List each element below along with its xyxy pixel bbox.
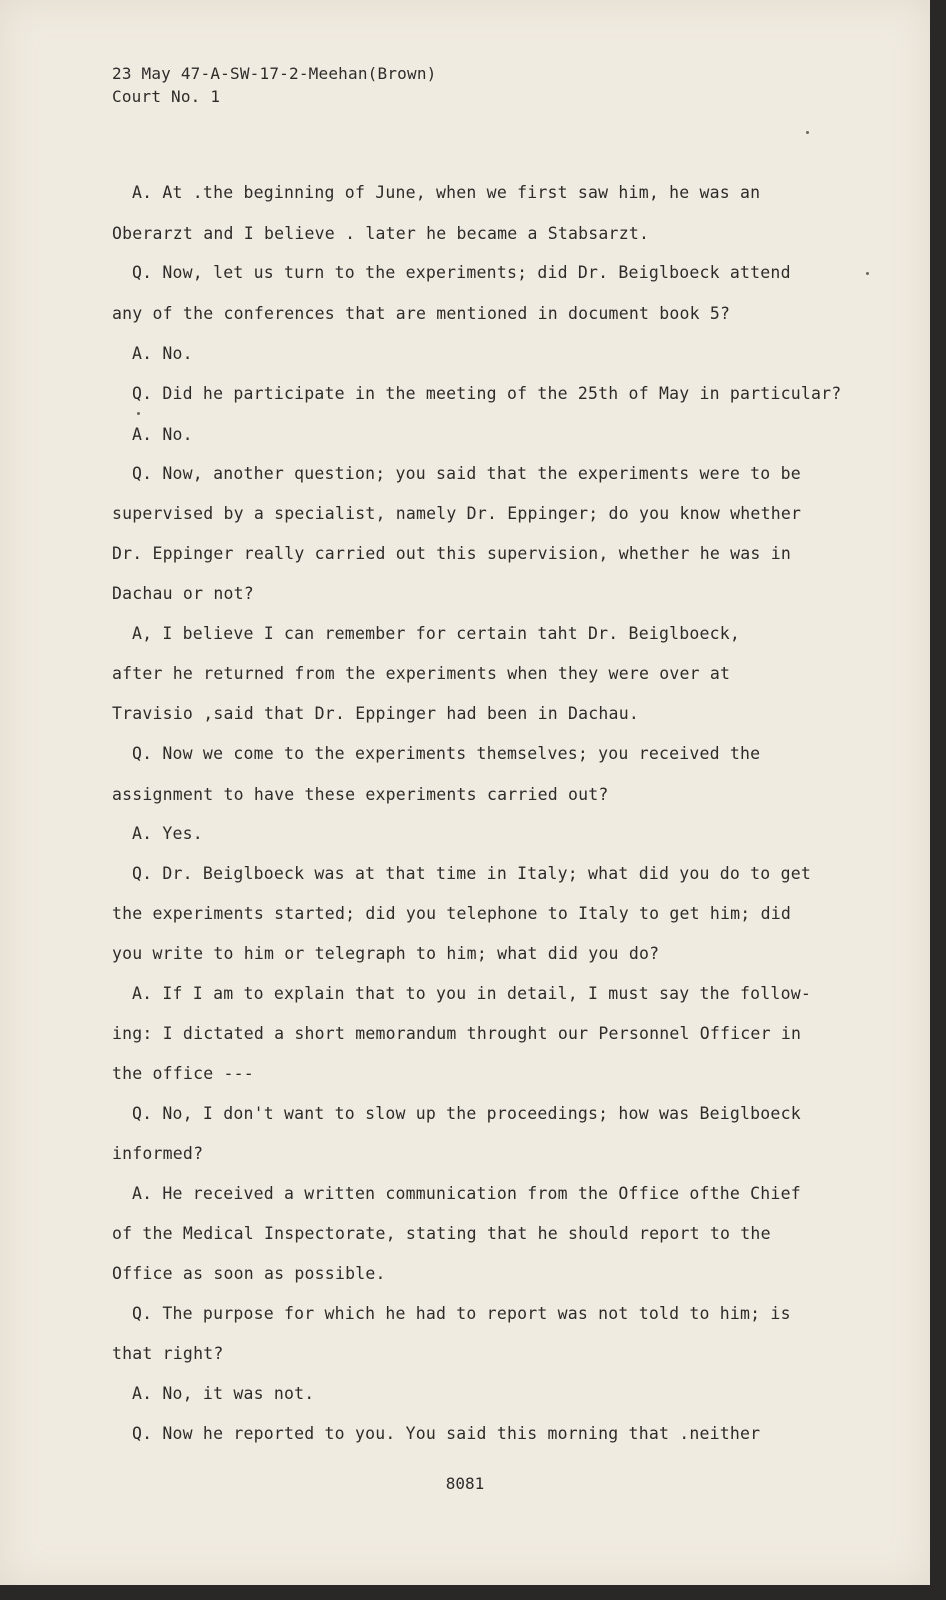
transcript-line: Q. Now we come to the experiments themselves; you received the xyxy=(132,744,761,763)
transcript-line: the experiments started; did you telephone to Italy to get him; did xyxy=(112,904,791,923)
paper-speck xyxy=(137,412,140,415)
transcript-line: supervised by a specialist, namely Dr. Eppinger; do you know whether xyxy=(112,504,802,523)
transcript-line: after he returned from the experiments when they were over at xyxy=(112,664,731,683)
transcript-line: any of the conferences that are mentioned in document book 5? xyxy=(112,304,731,323)
paper-speck xyxy=(806,131,809,134)
transcript-line: A. If I am to explain that to you in detail, I must say the follow- xyxy=(132,984,811,1003)
transcript-line: Oberarzt and I believe . later he became a Stabsarzt. xyxy=(112,224,650,243)
header-reference: 23 May 47-A-SW-17-2-Meehan(Brown) xyxy=(112,64,437,83)
transcript-line: Q. Now he reported to you. You said this morning that .neither xyxy=(132,1424,761,1443)
transcript-line: Q. Dr. Beiglboeck was at that time in Italy; what did you do to get xyxy=(132,864,811,883)
document-header xyxy=(112,62,436,108)
paper-speck xyxy=(866,272,869,275)
page-number: 8081 xyxy=(445,1474,485,1493)
transcript-line: you write to him or telegraph to him; what did you do? xyxy=(112,944,660,963)
transcript-line: Q. Did he participate in the meeting of the 25th of May in particular? xyxy=(132,384,842,403)
transcript-line: Dachau or not? xyxy=(112,584,254,603)
transcript-line: that right? xyxy=(112,1344,224,1363)
header-court: Court No. 1 xyxy=(112,87,221,106)
transcript-line: A. No. xyxy=(132,344,193,363)
transcript-line: A. No, it was not. xyxy=(132,1384,315,1403)
transcript-line: Q. Now, another question; you said that the experiments were to be xyxy=(132,464,801,483)
transcript-line: A. Yes. xyxy=(132,824,203,843)
transcript-line: A. No. xyxy=(132,425,193,444)
transcript-line: the office --- xyxy=(112,1064,254,1083)
transcript-line: A. He received a written communication from the Office ofthe Chief xyxy=(132,1184,801,1203)
transcript-line: ing: I dictated a short memorandum throught our Personnel Officer in xyxy=(112,1024,802,1043)
transcript-line: A. At .the beginning of June, when we first saw him, he was an xyxy=(132,183,761,202)
transcript-line: Q. Now, let us turn to the experiments; did Dr. Beiglboeck attend xyxy=(132,263,791,282)
transcript-line: Travisio ,said that Dr. Eppinger had been in Dachau. xyxy=(112,704,639,723)
transcript-line: Q. The purpose for which he had to report was not told to him; is xyxy=(132,1304,791,1323)
transcript-line: of the Medical Inspectorate, stating that he should report to the xyxy=(112,1224,771,1243)
transcript-line: Dr. Eppinger really carried out this supervision, whether he was in xyxy=(112,544,791,563)
transcript-line: Q. No, I don't want to slow up the proceedings; how was Beiglboeck xyxy=(132,1104,801,1123)
transcript-line: assignment to have these experiments carried out? xyxy=(112,785,609,804)
transcript-line: A, I believe I can remember for certain taht Dr. Beiglboeck, xyxy=(132,624,741,643)
transcript-line: informed? xyxy=(112,1144,204,1163)
transcript-line: Office as soon as possible. xyxy=(112,1264,386,1283)
